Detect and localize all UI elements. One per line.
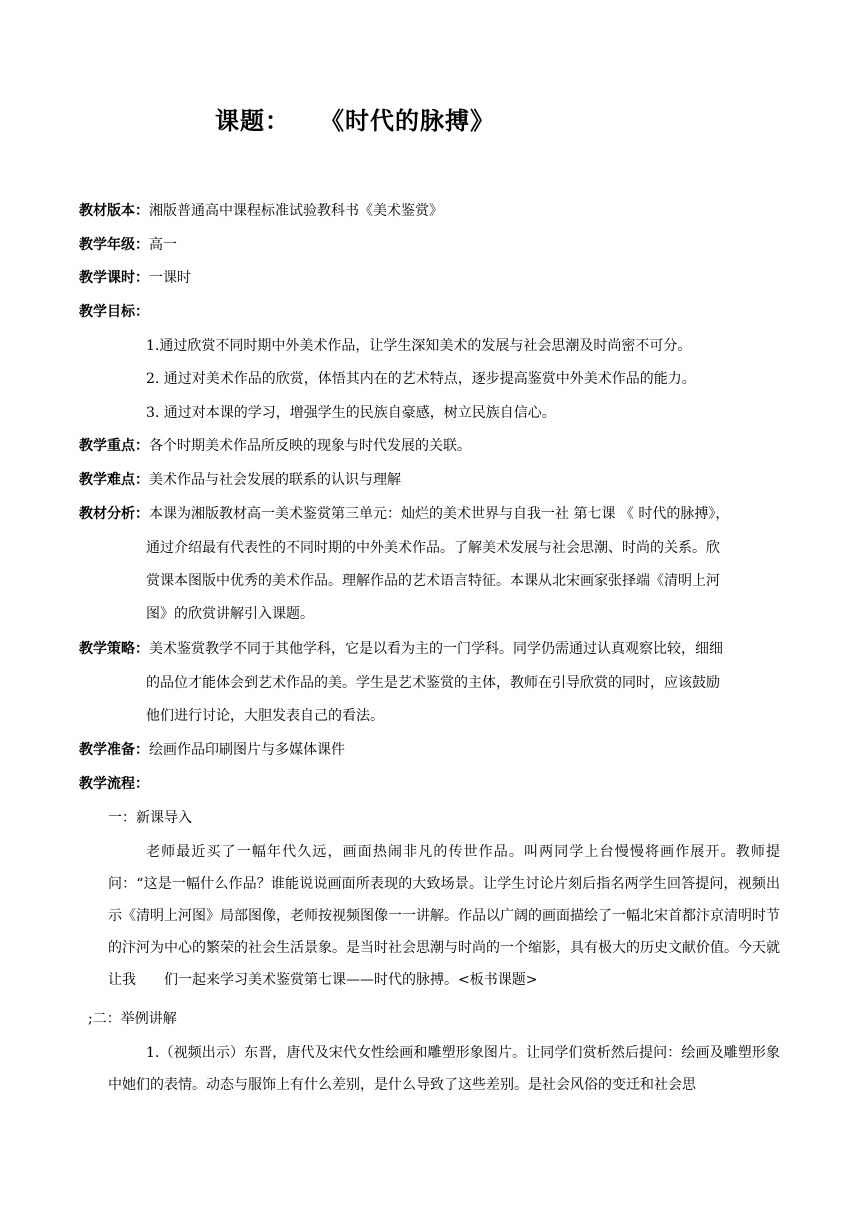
field-focus [79, 436, 471, 456]
section-heading: 一：新课导入 [108, 810, 192, 826]
field-difficulty [79, 470, 401, 490]
field-label: 教学年级： [79, 237, 149, 253]
field-label: 教学流程： [79, 776, 149, 792]
analysis-line: 本课为湘版教材高一美术鉴赏第三单元：灿烂的美术世界与自我一社 第七课 《 时代的脉搏》， [149, 506, 730, 522]
field-label: 教学准备： [79, 742, 149, 758]
field-label: 教学难点： [79, 472, 149, 488]
field-value: 一课时 [149, 270, 191, 286]
field-value: 美术作品与社会发展的联系的认识与理解 [149, 472, 401, 488]
field-label: 教学课时： [79, 270, 149, 286]
section-paragraph: 1.（视频出示）东晋，唐代及宋代女性绘画和雕塑形象图片。让同学们赏析然后提问：绘画及雕塑形象中她们的表情。动态与服饰上有什么差别，是什么导致了这些差别。是社会风俗的变迁和社会思 [108, 1045, 780, 1093]
title-label: 课题： [215, 107, 290, 135]
strategy-line: 美术鉴赏教学不同于其他学科，它是以看为主的一门学科。同学仍需通过认真观察比较，细细 [149, 641, 723, 657]
field-label: 教学重点： [79, 438, 149, 454]
field-value: 各个时期美术作品所反映的现象与时代发展的关联。 [149, 438, 471, 454]
field-flow [79, 774, 149, 794]
analysis-line: 图》的欣赏讲解引入课题。 [146, 606, 314, 622]
page-title [215, 101, 495, 136]
goal-item: 3. 通过对本课的学习，增强学生的民族自豪感，树立民族自信心。 [146, 405, 556, 421]
field-goals [79, 302, 149, 322]
field-value: 绘画作品印刷图片与多媒体课件 [149, 742, 345, 758]
field-prep [79, 740, 345, 760]
field-edition [79, 201, 443, 221]
field-value: 湘版普通高中课程标准试验教科书《美术鉴赏》 [149, 203, 443, 219]
field-label: 教学策略： [79, 641, 149, 657]
analysis-line: 通过介绍最有代表性的不同时期的中外美术作品。了解美术发展与社会思潮、时尚的关系。欣 [146, 540, 720, 556]
field-value: 高一 [149, 237, 177, 253]
field-label: 教材分析： [79, 506, 149, 522]
field-label: 教材版本： [79, 203, 149, 219]
analysis-line: 赏课本图版中优秀的美术作品。理解作品的艺术语言特征。本课从北宋画家张择端《清明上河 [146, 573, 720, 589]
field-strategy [79, 639, 723, 659]
field-label: 教学目标： [79, 304, 149, 320]
goal-item: 1.通过欣赏不同时期中外美术作品，让学生深知美术的发展与社会思潮及时尚密不可分。 [146, 338, 692, 354]
section-heading: ;二：举例讲解 [88, 1011, 177, 1027]
title-name: 《时代的脉搏》 [320, 107, 495, 135]
field-hours [79, 268, 191, 288]
strategy-line: 的品位才能体会到艺术作品的美。学生是艺术鉴赏的主体，教师在引导欣赏的同时，应该鼓励 [146, 675, 720, 691]
field-analysis [79, 504, 729, 524]
field-grade [79, 235, 177, 255]
goal-item: 2. 通过对美术作品的欣赏，体悟其内在的艺术特点，逐步提高鉴赏中外美术作品的能力。 [146, 371, 696, 387]
section-paragraph: 老师最近买了一幅年代久远，画面热闹非凡的传世作品。叫两同学上台慢慢将画作展开。教师提问：“这是一幅什么作品？谁能说说画面所表现的大致场景。让学生讨论片刻后指名两学生回答提问，视频出示《清明上河图》局部图像，老师按视频图像一一讲解。作品以广阔的画面描绘了一幅北宋首都汴京清明时节的汴河为中心的繁荣的社会生活景象。是当时社会思潮与时尚的一个缩影，具有极大的历史文献价值。今天就让我 们一起来学习美术鉴赏第七课——时代的脉搏。<板书课题> [108, 844, 780, 988]
strategy-line: 他们进行讨论，大胆发表自己的看法。 [146, 708, 384, 724]
